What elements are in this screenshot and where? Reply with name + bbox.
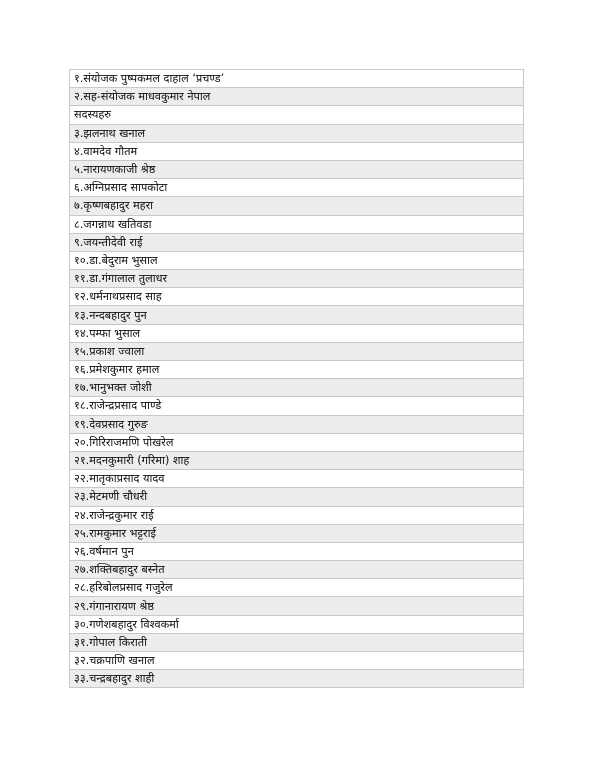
table-row [70, 270, 524, 288]
member-list-body [70, 70, 524, 688]
table-row [70, 561, 524, 579]
member-entry: १६.प्रमेशकुमार हमाल [70, 361, 524, 379]
member-entry: ३३.चन्द्रबहादुर शाही [70, 670, 524, 688]
table-row [70, 615, 524, 633]
member-entry: १४.पम्फा भुसाल [70, 324, 524, 342]
table-row [70, 160, 524, 178]
member-entry: २५.रामकुमार भट्टराई [70, 524, 524, 542]
member-entry: ३२.चक्रपाणि खनाल [70, 652, 524, 670]
member-entry: ७.कृष्णबहादुर महरा [70, 197, 524, 215]
member-entry: २६.वर्षमान पुन [70, 542, 524, 560]
table-row [70, 597, 524, 615]
table-row [70, 633, 524, 651]
convener-entry: १.संयोजक पुष्पकमल दाहाल ‘प्रचण्ड’ [70, 70, 524, 88]
member-entry: २१.मदनकुमारी (गरिमा) शाह [70, 451, 524, 469]
member-list-table [69, 69, 524, 688]
member-entry: २४.राजेन्द्रकुमार राई [70, 506, 524, 524]
member-entry: ८.जगन्नाथ खतिवडा [70, 215, 524, 233]
table-row [70, 670, 524, 688]
table-row [70, 179, 524, 197]
member-entry: ३.झलनाथ खनाल [70, 124, 524, 142]
table-row [70, 379, 524, 397]
table-row [70, 251, 524, 269]
member-entry: १५.प्रकाश ज्वाला [70, 342, 524, 360]
table-row [70, 88, 524, 106]
table-row [70, 361, 524, 379]
table-row [70, 451, 524, 469]
table-row [70, 142, 524, 160]
table-row [70, 324, 524, 342]
member-entry: १७.भानुभक्त जोशी [70, 379, 524, 397]
member-entry: १९.देवप्रसाद गुरुङ [70, 415, 524, 433]
table-row [70, 524, 524, 542]
member-entry: २३.मेटमणी चौधरी [70, 488, 524, 506]
member-entry: १३.नन्दबहादुर पुन [70, 306, 524, 324]
member-entry: ४.वामदेव गौतम [70, 142, 524, 160]
table-row [70, 397, 524, 415]
table-row [70, 542, 524, 560]
table-row [70, 197, 524, 215]
member-entry: ३०.गणेशबहादुर विश्वकर्मा [70, 615, 524, 633]
table-row [70, 215, 524, 233]
table-row [70, 415, 524, 433]
table-row [70, 433, 524, 451]
member-entry: १०.डा.बेदुराम भुसाल [70, 251, 524, 269]
table-row [70, 70, 524, 88]
table-row [70, 306, 524, 324]
co-convener-entry: २.सह-संयोजक माधवकुमार नेपाल [70, 88, 524, 106]
member-entry: १२.धर्मनाथप्रसाद साह [70, 288, 524, 306]
table-row [70, 488, 524, 506]
table-row [70, 470, 524, 488]
member-entry: ११.डा.गंगालाल तुलाधर [70, 270, 524, 288]
member-entry: २८.हरिबोलप्रसाद गजुरेल [70, 579, 524, 597]
table-row [70, 106, 524, 124]
table-row [70, 124, 524, 142]
table-row [70, 506, 524, 524]
members-heading: सदस्यहरु [70, 106, 524, 124]
member-entry: १८.राजेन्द्रप्रसाद पाण्डे [70, 397, 524, 415]
member-entry: २०.गिरिराजमणि पोखरेल [70, 433, 524, 451]
table-row [70, 652, 524, 670]
member-entry: २२.मातृकाप्रसाद यादव [70, 470, 524, 488]
member-entry: २७.शक्तिबहादुर बस्नेत [70, 561, 524, 579]
member-entry: ३१.गोपाल किराती [70, 633, 524, 651]
member-entry: ५.नारायणकाजी श्रेष्ठ [70, 160, 524, 178]
table-row [70, 579, 524, 597]
member-entry: ९.जयन्तीदेवी राई [70, 233, 524, 251]
member-entry: २९.गंगानारायण श्रेष्ठ [70, 597, 524, 615]
table-row [70, 288, 524, 306]
table-row [70, 342, 524, 360]
member-entry: ६.अग्निप्रसाद सापकोटा [70, 179, 524, 197]
table-row [70, 233, 524, 251]
